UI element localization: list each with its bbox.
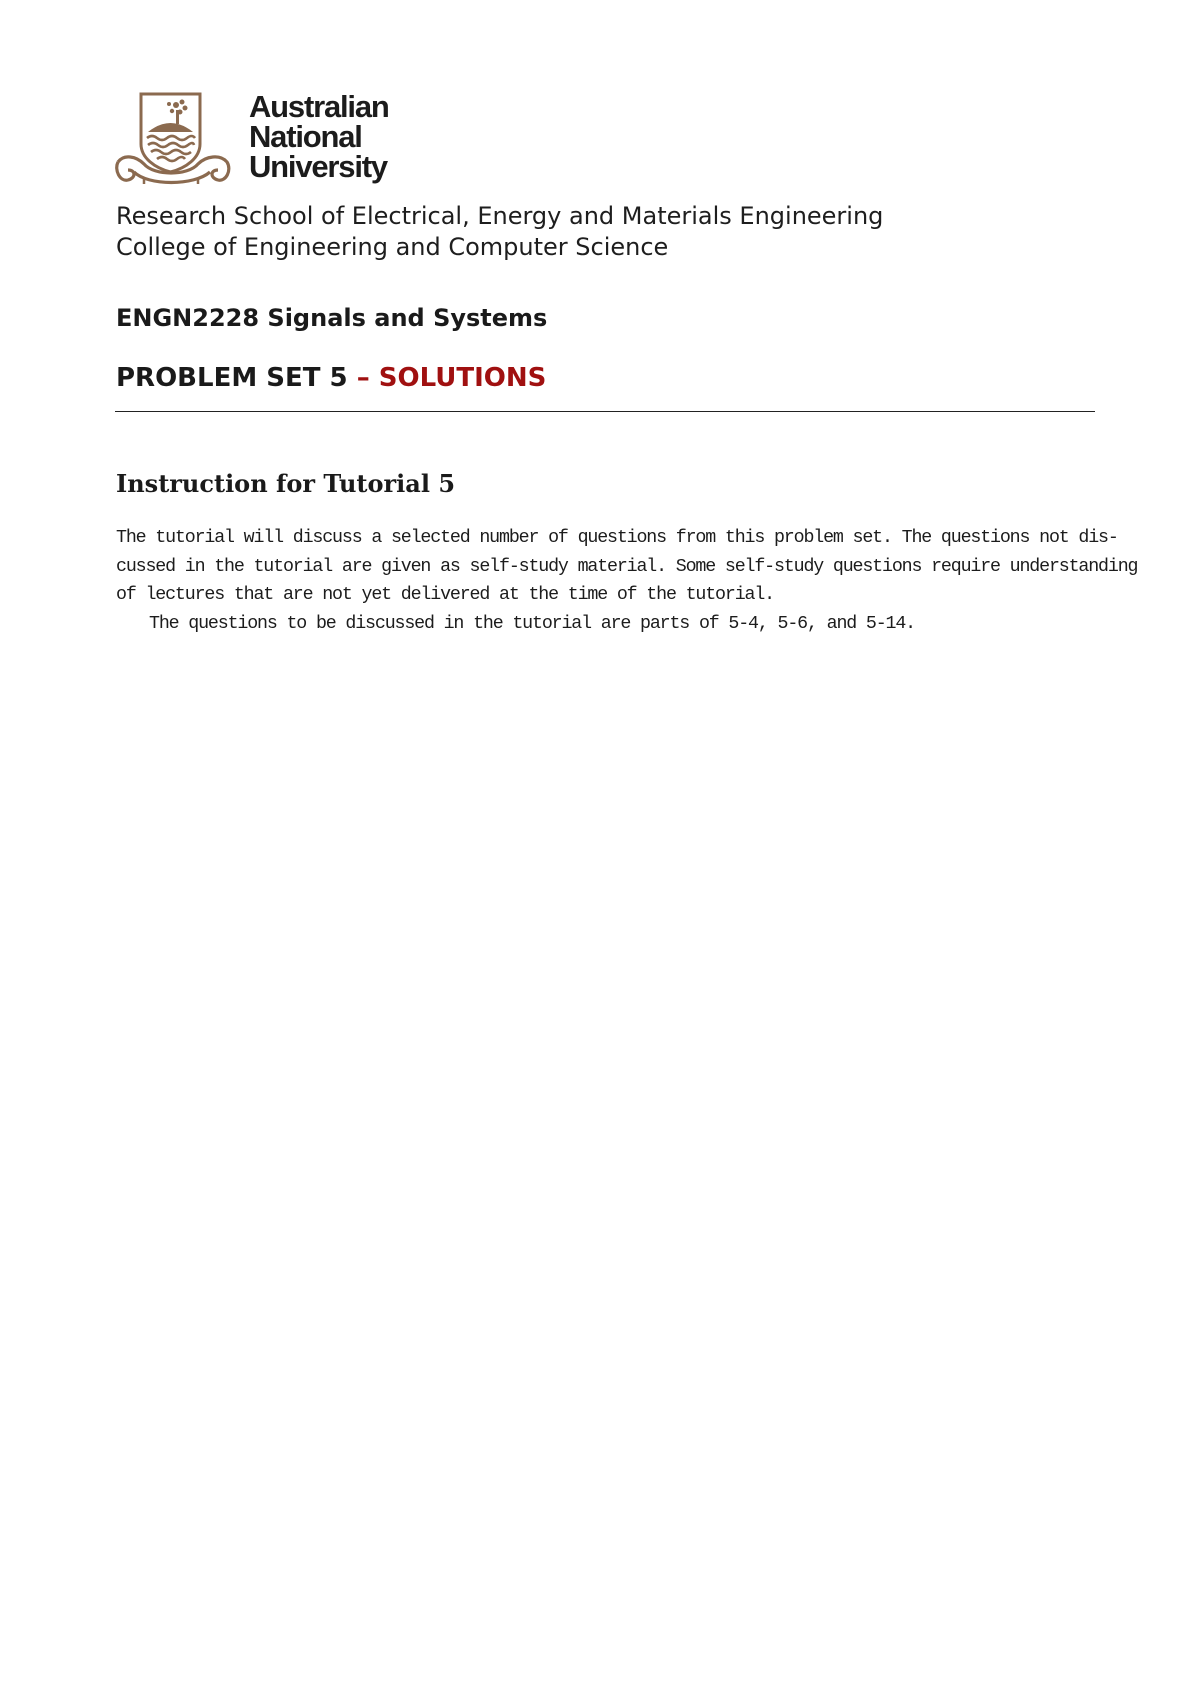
anu-logo xyxy=(114,89,404,192)
course-title: ENGN2228 Signals and Systems xyxy=(116,304,548,332)
solutions-label: SOLUTIONS xyxy=(378,363,547,393)
discussion-questions-paragraph xyxy=(149,610,1127,639)
university-name-line: University xyxy=(249,149,387,184)
school-name: Research School of Electrical, Energy and Materials Engineering xyxy=(116,202,884,230)
title-separator: – xyxy=(356,363,370,393)
college-name: College of Engineering and Computer Science xyxy=(116,233,669,261)
school-affiliation xyxy=(116,201,883,263)
problem-set-label: PROBLEM SET 5 xyxy=(116,363,348,393)
paragraph-line: The questions to be discussed in the tutorial are parts of 5-4, 5-6, and 5-14. xyxy=(149,614,916,634)
paragraph-line: cussed in the tutorial are given as self-study material. Some self-study questions require understanding xyxy=(116,556,1138,577)
university-name-line: Australian xyxy=(249,89,389,124)
header-divider xyxy=(115,411,1095,412)
anu-crest-icon xyxy=(114,92,232,192)
paragraph-line: of lectures that are not yet delivered at the time of the tutorial. xyxy=(116,585,774,605)
section-heading: Instruction for Tutorial 5 xyxy=(116,469,456,498)
university-name-line: National xyxy=(249,119,362,154)
instruction-paragraph xyxy=(116,524,1138,610)
problem-set-title xyxy=(116,362,546,394)
university-name xyxy=(249,89,389,184)
paragraph-line: The tutorial will discuss a selected number of questions from this problem set. The questions not dis- xyxy=(116,528,1118,548)
